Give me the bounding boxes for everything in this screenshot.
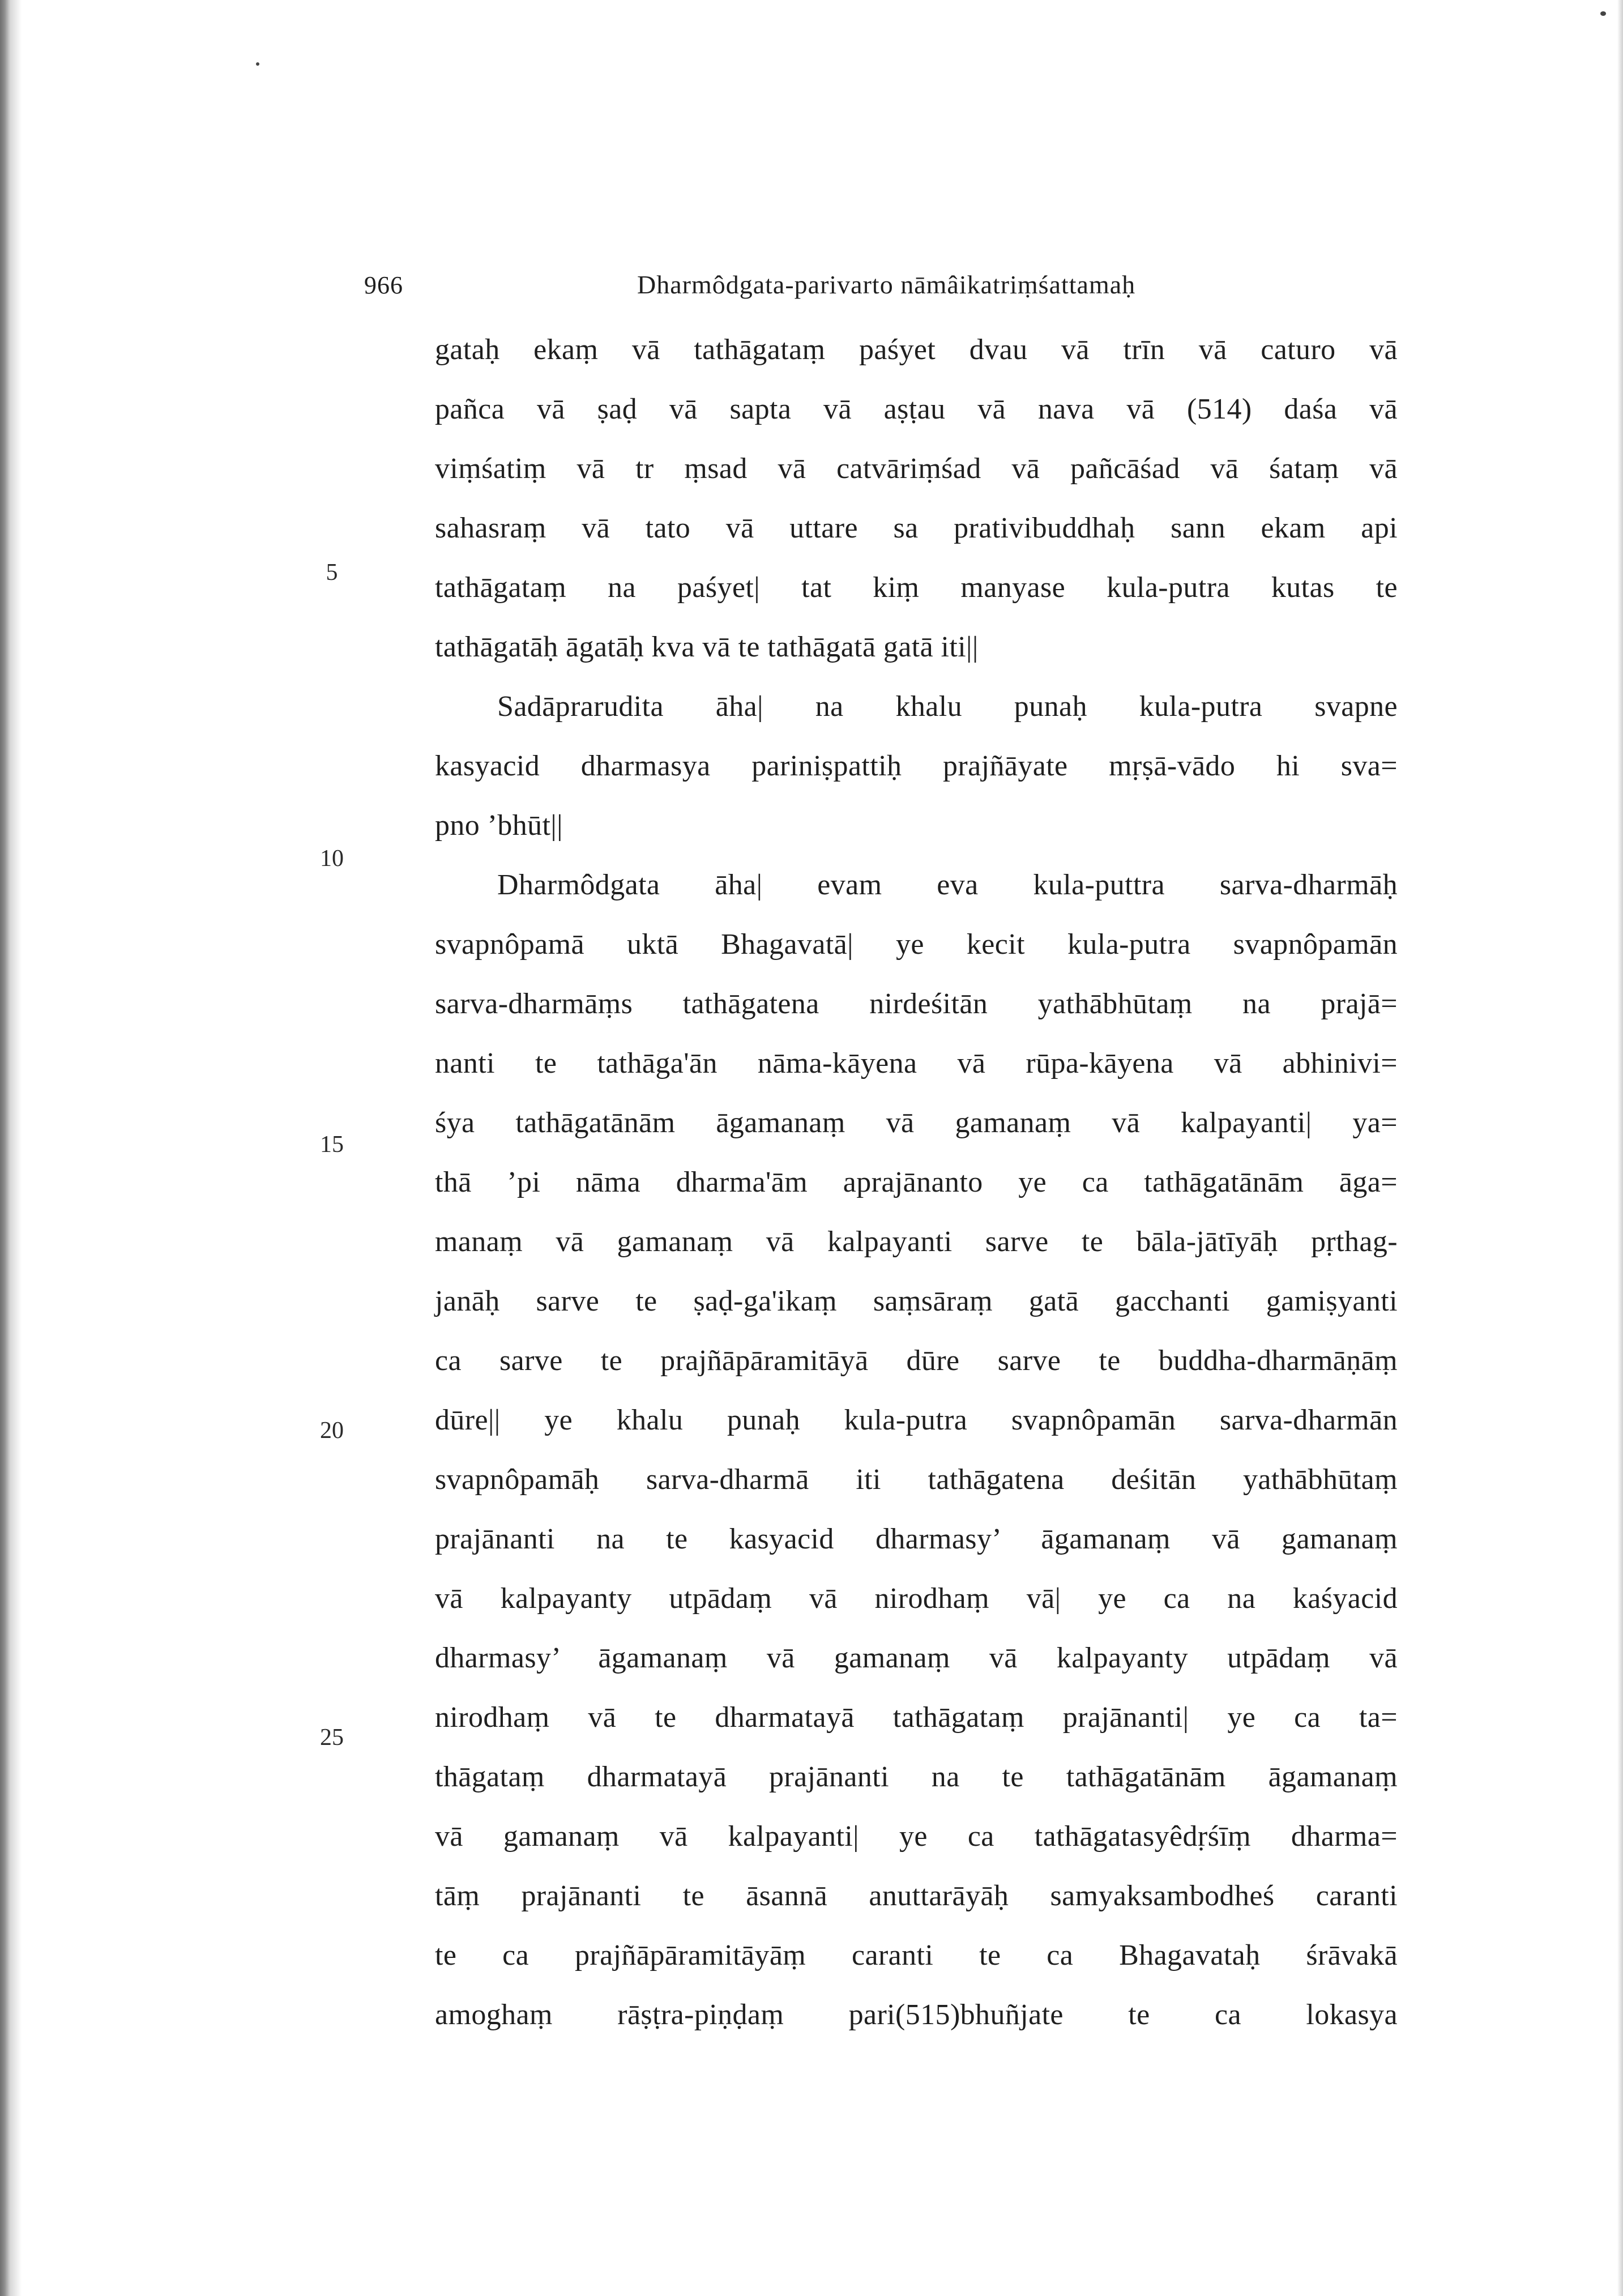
line-number: 5 (326, 560, 338, 586)
text-line: nirodhaṃ vā te dharmatayā tathāgataṃ prajānanti| ye ca ta= (435, 1701, 1398, 1734)
line-number: 20 (320, 1418, 344, 1444)
scan-speck (256, 62, 259, 66)
line-number: 10 (320, 846, 344, 872)
text-line: pañca vā ṣaḍ vā sapta vā aṣṭau vā nava vā (514) daśa vā (435, 393, 1398, 425)
text-line: vā gamanaṃ vā kalpayanti| ye ca tathāgatasyêdṛśīṃ dharma= (435, 1820, 1398, 1853)
text-line: svapnôpamāḥ sarva-dharmā iti tathāgatena deśitān yathābhūtaṃ (435, 1463, 1398, 1496)
text-line: tāṃ prajānanti te āsannā anuttarāyāḥ samyaksambodheś caranti (435, 1880, 1398, 1912)
text-line: amoghaṃ rāṣṭra-piṇḍaṃ pari(515)bhuñjate te ca lokasya (435, 1999, 1398, 2031)
text-line: janāḥ sarve te ṣaḍ-ga'ikaṃ saṃsāraṃ gatā gacchanti gamiṣyanti (435, 1285, 1398, 1317)
text-line: gataḥ ekaṃ vā tathāgataṃ paśyet dvau vā trīn vā caturo vā (435, 334, 1398, 366)
line-number: 15 (320, 1132, 344, 1158)
page-number: 966 (364, 271, 403, 299)
text-line: Sadāprarudita āha| na khalu punaḥ kula-putra svapne (497, 690, 1398, 723)
scan-speck (1600, 11, 1606, 16)
text-line: vā kalpayanty utpādaṃ vā nirodhaṃ vā| ye ca na kaśyacid (435, 1582, 1398, 1615)
scan-edge-shadow (0, 0, 22, 2296)
text-line: Dharmôdgata āha| evam eva kula-puttra sarva-dharmāḥ (497, 869, 1398, 901)
text-line: manaṃ vā gamanaṃ vā kalpayanti sarve te bāla-jātīyāḥ pṛthag- (435, 1226, 1398, 1258)
body-text (435, 320, 1398, 2045)
text-line: thā ’pi nāma dharma'ām aprajānanto ye ca tathāgatānām āga= (435, 1166, 1398, 1198)
text-line: tathāgatāḥ āgatāḥ kva vā te tathāgatā gatā iti|| (435, 631, 979, 663)
text-line: prajānanti na te kasyacid dharmasy’ āgamanaṃ vā gamanaṃ (435, 1523, 1398, 1555)
text-line: thāgataṃ dharmatayā prajānanti na te tathāgatānām āgamanaṃ (435, 1761, 1398, 1793)
text-line: nanti te tathāga'ān nāma-kāyena vā rūpa-kāyena vā abhinivi= (435, 1047, 1398, 1079)
text-line: pno ’bhūt|| (435, 809, 563, 842)
text-line: dharmasy’ āgamanaṃ vā gamanaṃ vā kalpayanty utpādaṃ vā (435, 1642, 1398, 1674)
text-line: tathāgataṃ na paśyet| tat kiṃ manyase kula-putra kutas te (435, 571, 1398, 604)
text-line: kasyacid dharmasya pariniṣpattiḥ prajñāyate mṛṣā-vādo hi sva= (435, 750, 1398, 782)
text-line: sahasraṃ vā tato vā uttare sa prativibuddhaḥ sann ekam api (435, 512, 1398, 544)
text-line: svapnôpamā uktā Bhagavatā| ye kecit kula-putra svapnôpamān (435, 928, 1398, 961)
text-line: śya tathāgatānām āgamanaṃ vā gamanaṃ vā kalpayanti| ya= (435, 1107, 1398, 1139)
text-line: sarva-dharmāṃs tathāgatena nirdeśitān yathābhūtaṃ na prajā= (435, 988, 1398, 1020)
scan-edge-shadow-right (1617, 0, 1623, 2296)
text-line: dūre|| ye khalu punaḥ kula-putra svapnôpamān sarva-dharmān (435, 1404, 1398, 1436)
text-line: ca sarve te prajñāpāramitāyā dūre sarve te buddha-dharmāṇāṃ (435, 1345, 1398, 1377)
text-line: te ca prajñāpāramitāyāṃ caranti te ca Bhagavataḥ śrāvakā (435, 1939, 1398, 1971)
text-line: viṃśatiṃ vā tr ṃsad vā catvāriṃśad vā pañcāśad vā śataṃ vā (435, 453, 1398, 485)
running-title: Dharmôdgata-parivarto nāmâikatriṃśattamaḥ (637, 270, 1136, 299)
line-number: 25 (320, 1725, 344, 1751)
